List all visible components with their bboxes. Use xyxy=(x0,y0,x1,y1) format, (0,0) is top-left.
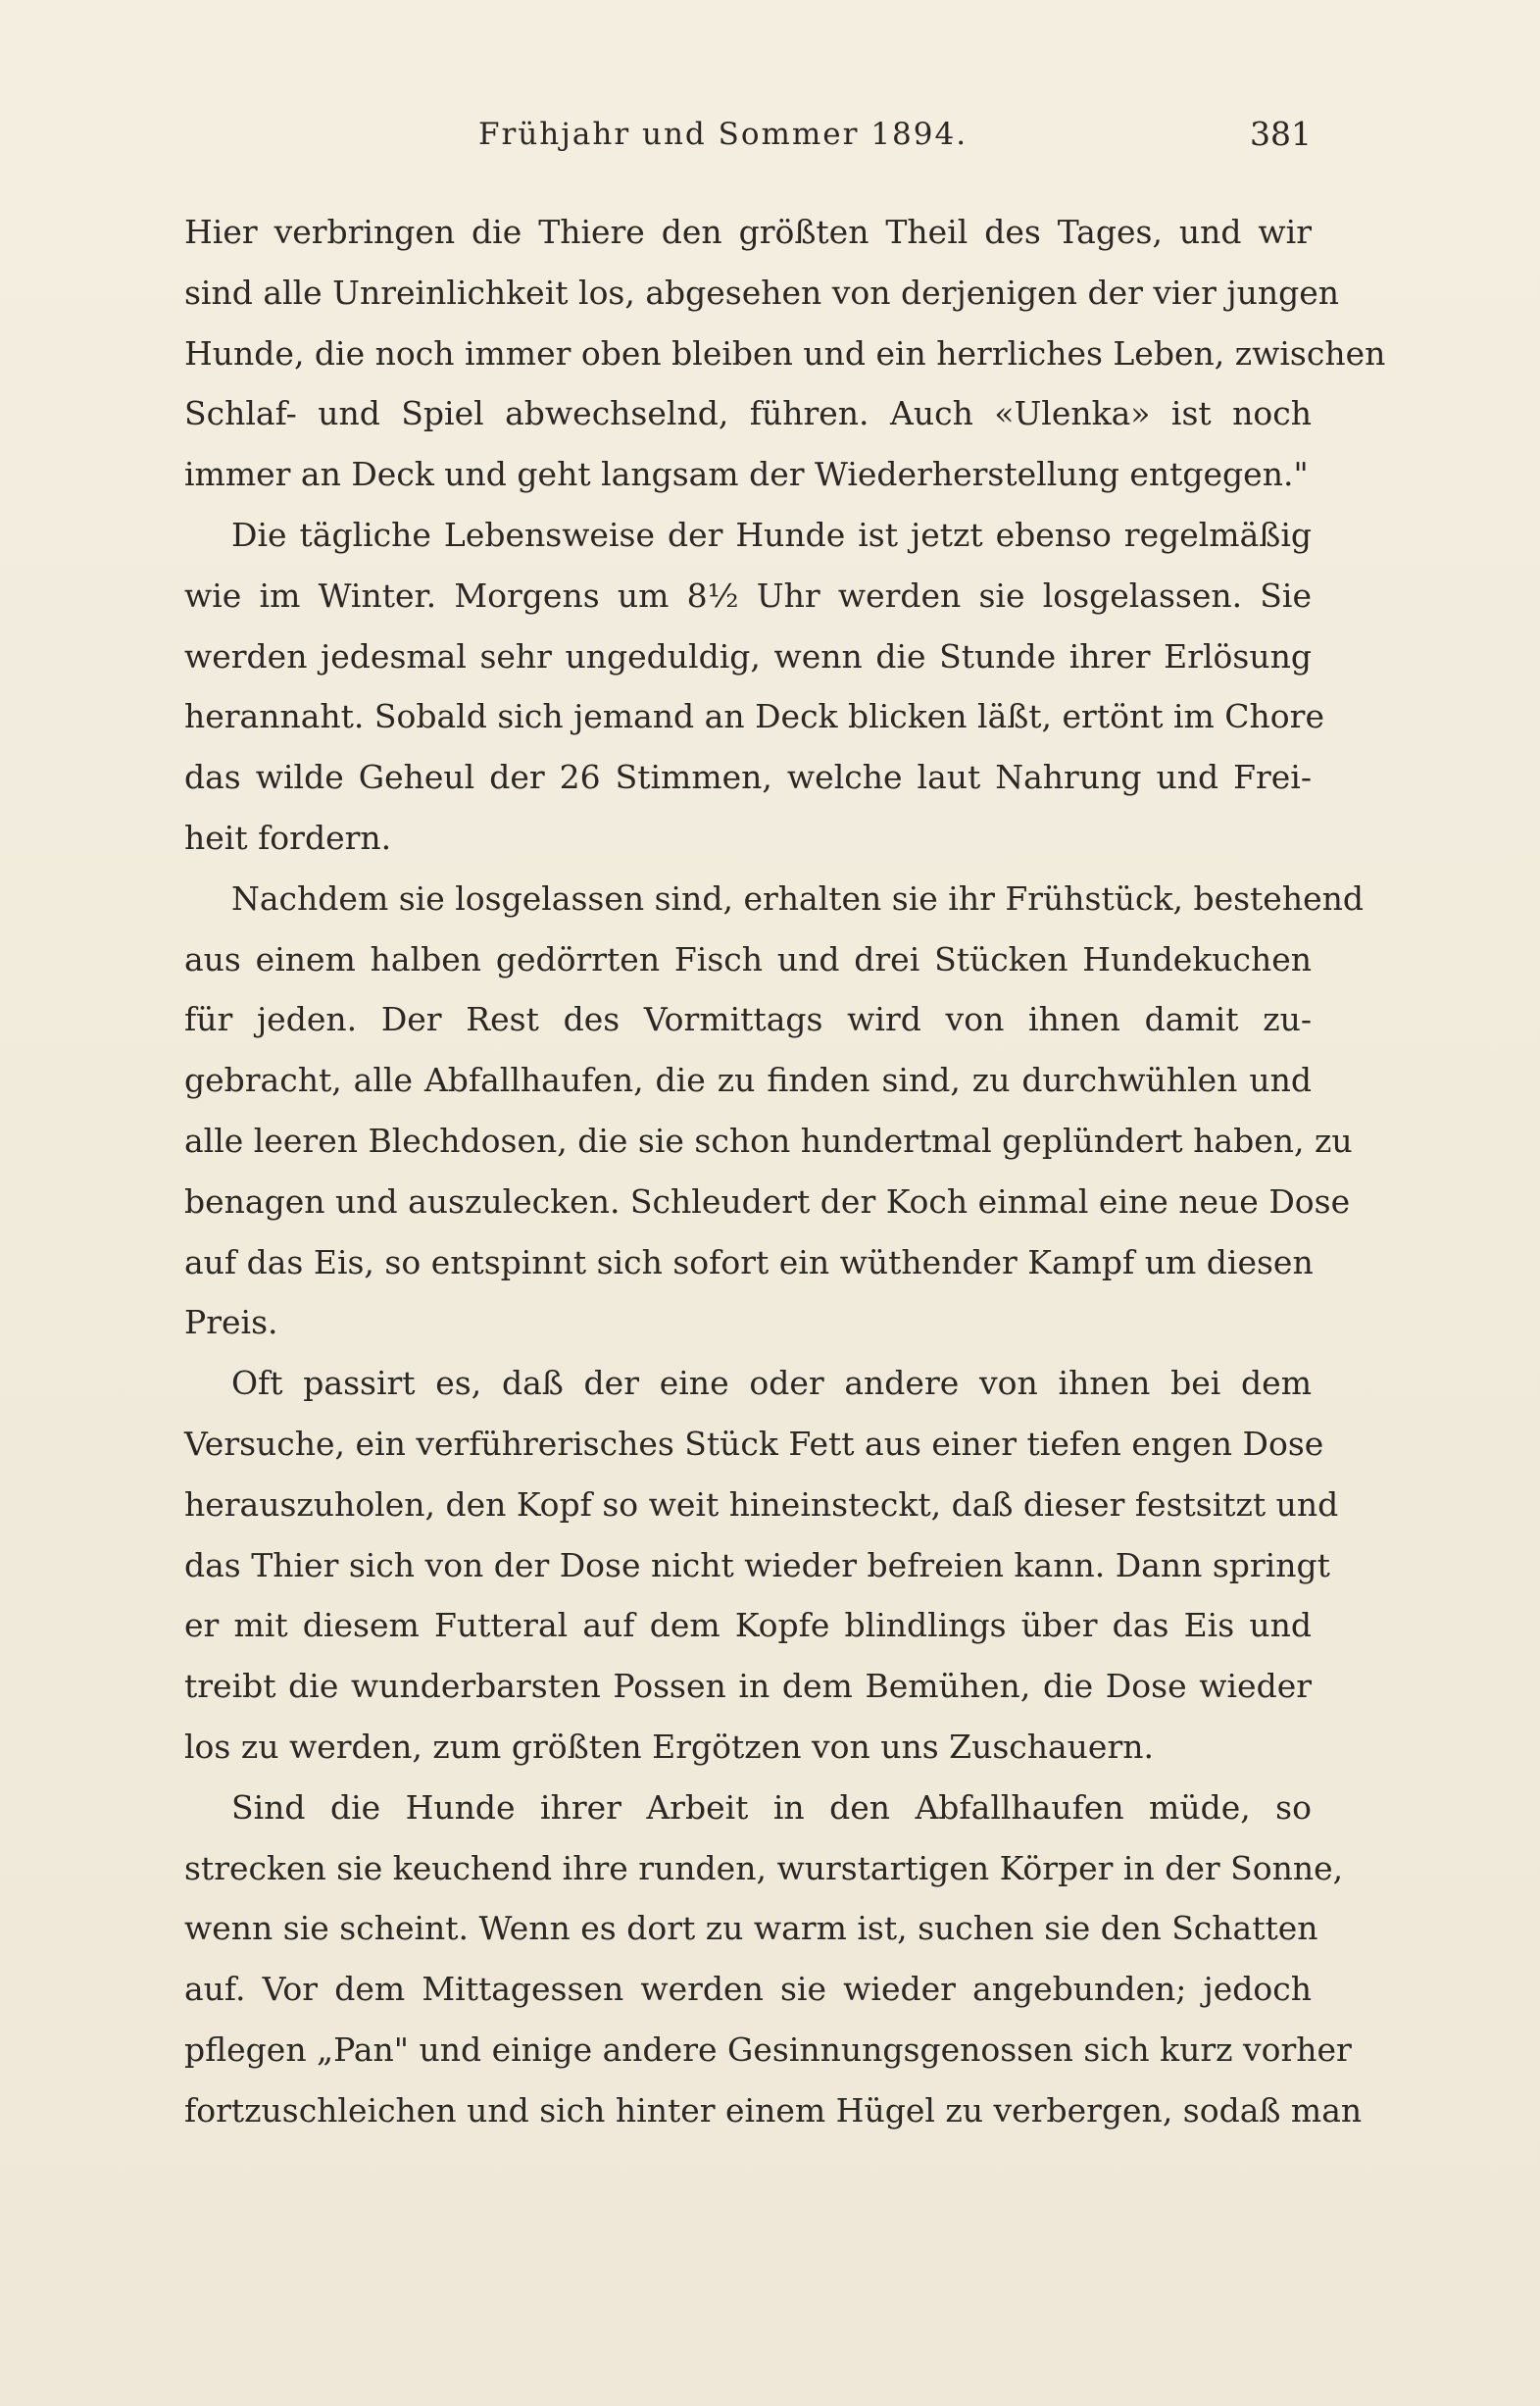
running-head: Frühjahr und Sommer 1894. xyxy=(478,117,969,152)
text-line: aus einem halben gedörrten Fisch und drei Stücken Hundekuchen xyxy=(184,939,1312,978)
text-line: benagen und auszulecken. Schleudert der Koch einmal eine neue Dose xyxy=(184,1181,1351,1221)
text-line: Sind die Hunde ihrer Arbeit in den Abfallhaufen müde, so xyxy=(231,1787,1312,1827)
text-line: Oft passirt es, daß der eine oder andere von ihnen bei dem xyxy=(231,1364,1312,1403)
page-number: 381 xyxy=(1250,115,1312,153)
text-line: herauszuholen, den Kopf so weit hineinsteckt, daß dieser festsitzt und xyxy=(184,1484,1339,1524)
text-line: werden jedesmal sehr ungeduldig, wenn die Stunde ihrer Erlösung xyxy=(184,636,1312,676)
paragraph xyxy=(184,869,1364,1353)
text-line: Hunde, die noch immer oben bleiben und ein herrliches Leben, zwischen xyxy=(184,333,1386,373)
text-line: pflegen „Pan" und einige andere Gesinnungsgenossen sich kurz vorher xyxy=(184,2030,1352,2069)
text-line: Versuche, ein verführerisches Stück Fett aus einer tiefen engen Dose xyxy=(184,1424,1324,1463)
text-line: los zu werden, zum größten Ergötzen von uns Zuschauern. xyxy=(184,1727,1154,1766)
text-line: Die tägliche Lebensweise der Hunde ist jetzt ebenso regelmäßig xyxy=(231,515,1312,554)
text-line: das wilde Geheul der 26 Stimmen, welche laut Nahrung und Frei- xyxy=(184,758,1312,797)
text-line: Preis. xyxy=(184,1303,278,1342)
page-header xyxy=(184,110,1312,159)
text-line: Nachdem sie losgelassen sind, erhalten sie ihr Frühstück, bestehend xyxy=(231,878,1364,918)
text-line: wie im Winter. Morgens um 8½ Uhr werden sie losgelassen. Sie xyxy=(184,576,1312,615)
text-line: immer an Deck und geht langsam der Wiederherstellung entgegen." xyxy=(184,455,1309,494)
text-line: auf. Vor dem Mittagessen werden sie wieder angebunden; jedoch xyxy=(184,1970,1312,2009)
text-line: Schlaf- und Spiel abwechselnd, führen. Auch «Ulenka» ist noch xyxy=(184,394,1312,433)
text-line: herannaht. Sobald sich jemand an Deck blicken läßt, ertönt im Chore xyxy=(184,697,1324,736)
text-line: Hier verbringen die Thiere den größten Theil des Tages, und wir xyxy=(184,213,1312,251)
text-line: treibt die wunderbarsten Possen in dem Bemühen, die Dose wieder xyxy=(184,1667,1312,1706)
text-line: strecken sie keuchend ihre runden, wurstartigen Körper in der Sonne, xyxy=(184,1848,1344,1887)
paragraph xyxy=(184,202,1386,505)
text-line: alle leeren Blechdosen, die sie schon hundertmal geplündert haben, zu xyxy=(184,1121,1353,1160)
paragraph xyxy=(184,1778,1363,2141)
body-text xyxy=(184,202,1386,2141)
text-line: gebracht, alle Abfallhaufen, die zu finden sind, zu durchwühlen und xyxy=(184,1061,1312,1100)
text-line: sind alle Unreinlichkeit los, abgesehen von derjenigen der vier jungen xyxy=(184,273,1339,312)
paragraph xyxy=(184,1353,1339,1778)
text-line: heit fordern. xyxy=(184,818,392,857)
text-line: wenn sie scheint. Wenn es dort zu warm ist, suchen sie den Schatten xyxy=(184,1909,1318,1948)
text-line: für jeden. Der Rest des Vormittags wird von ihnen damit zu- xyxy=(184,1000,1312,1039)
text-line: das Thier sich von der Dose nicht wieder befreien kann. Dann springt xyxy=(184,1545,1330,1584)
paragraph xyxy=(184,505,1324,869)
text-line: er mit diesem Futteral auf dem Kopfe blindlings über das Eis und xyxy=(184,1606,1312,1645)
text-line: fortzuschleichen und sich hinter einem Hügel zu verbergen, sodaß man xyxy=(184,2090,1363,2130)
text-line: auf das Eis, so entspinnt sich sofort ein wüthender Kampf um diesen xyxy=(184,1242,1314,1281)
